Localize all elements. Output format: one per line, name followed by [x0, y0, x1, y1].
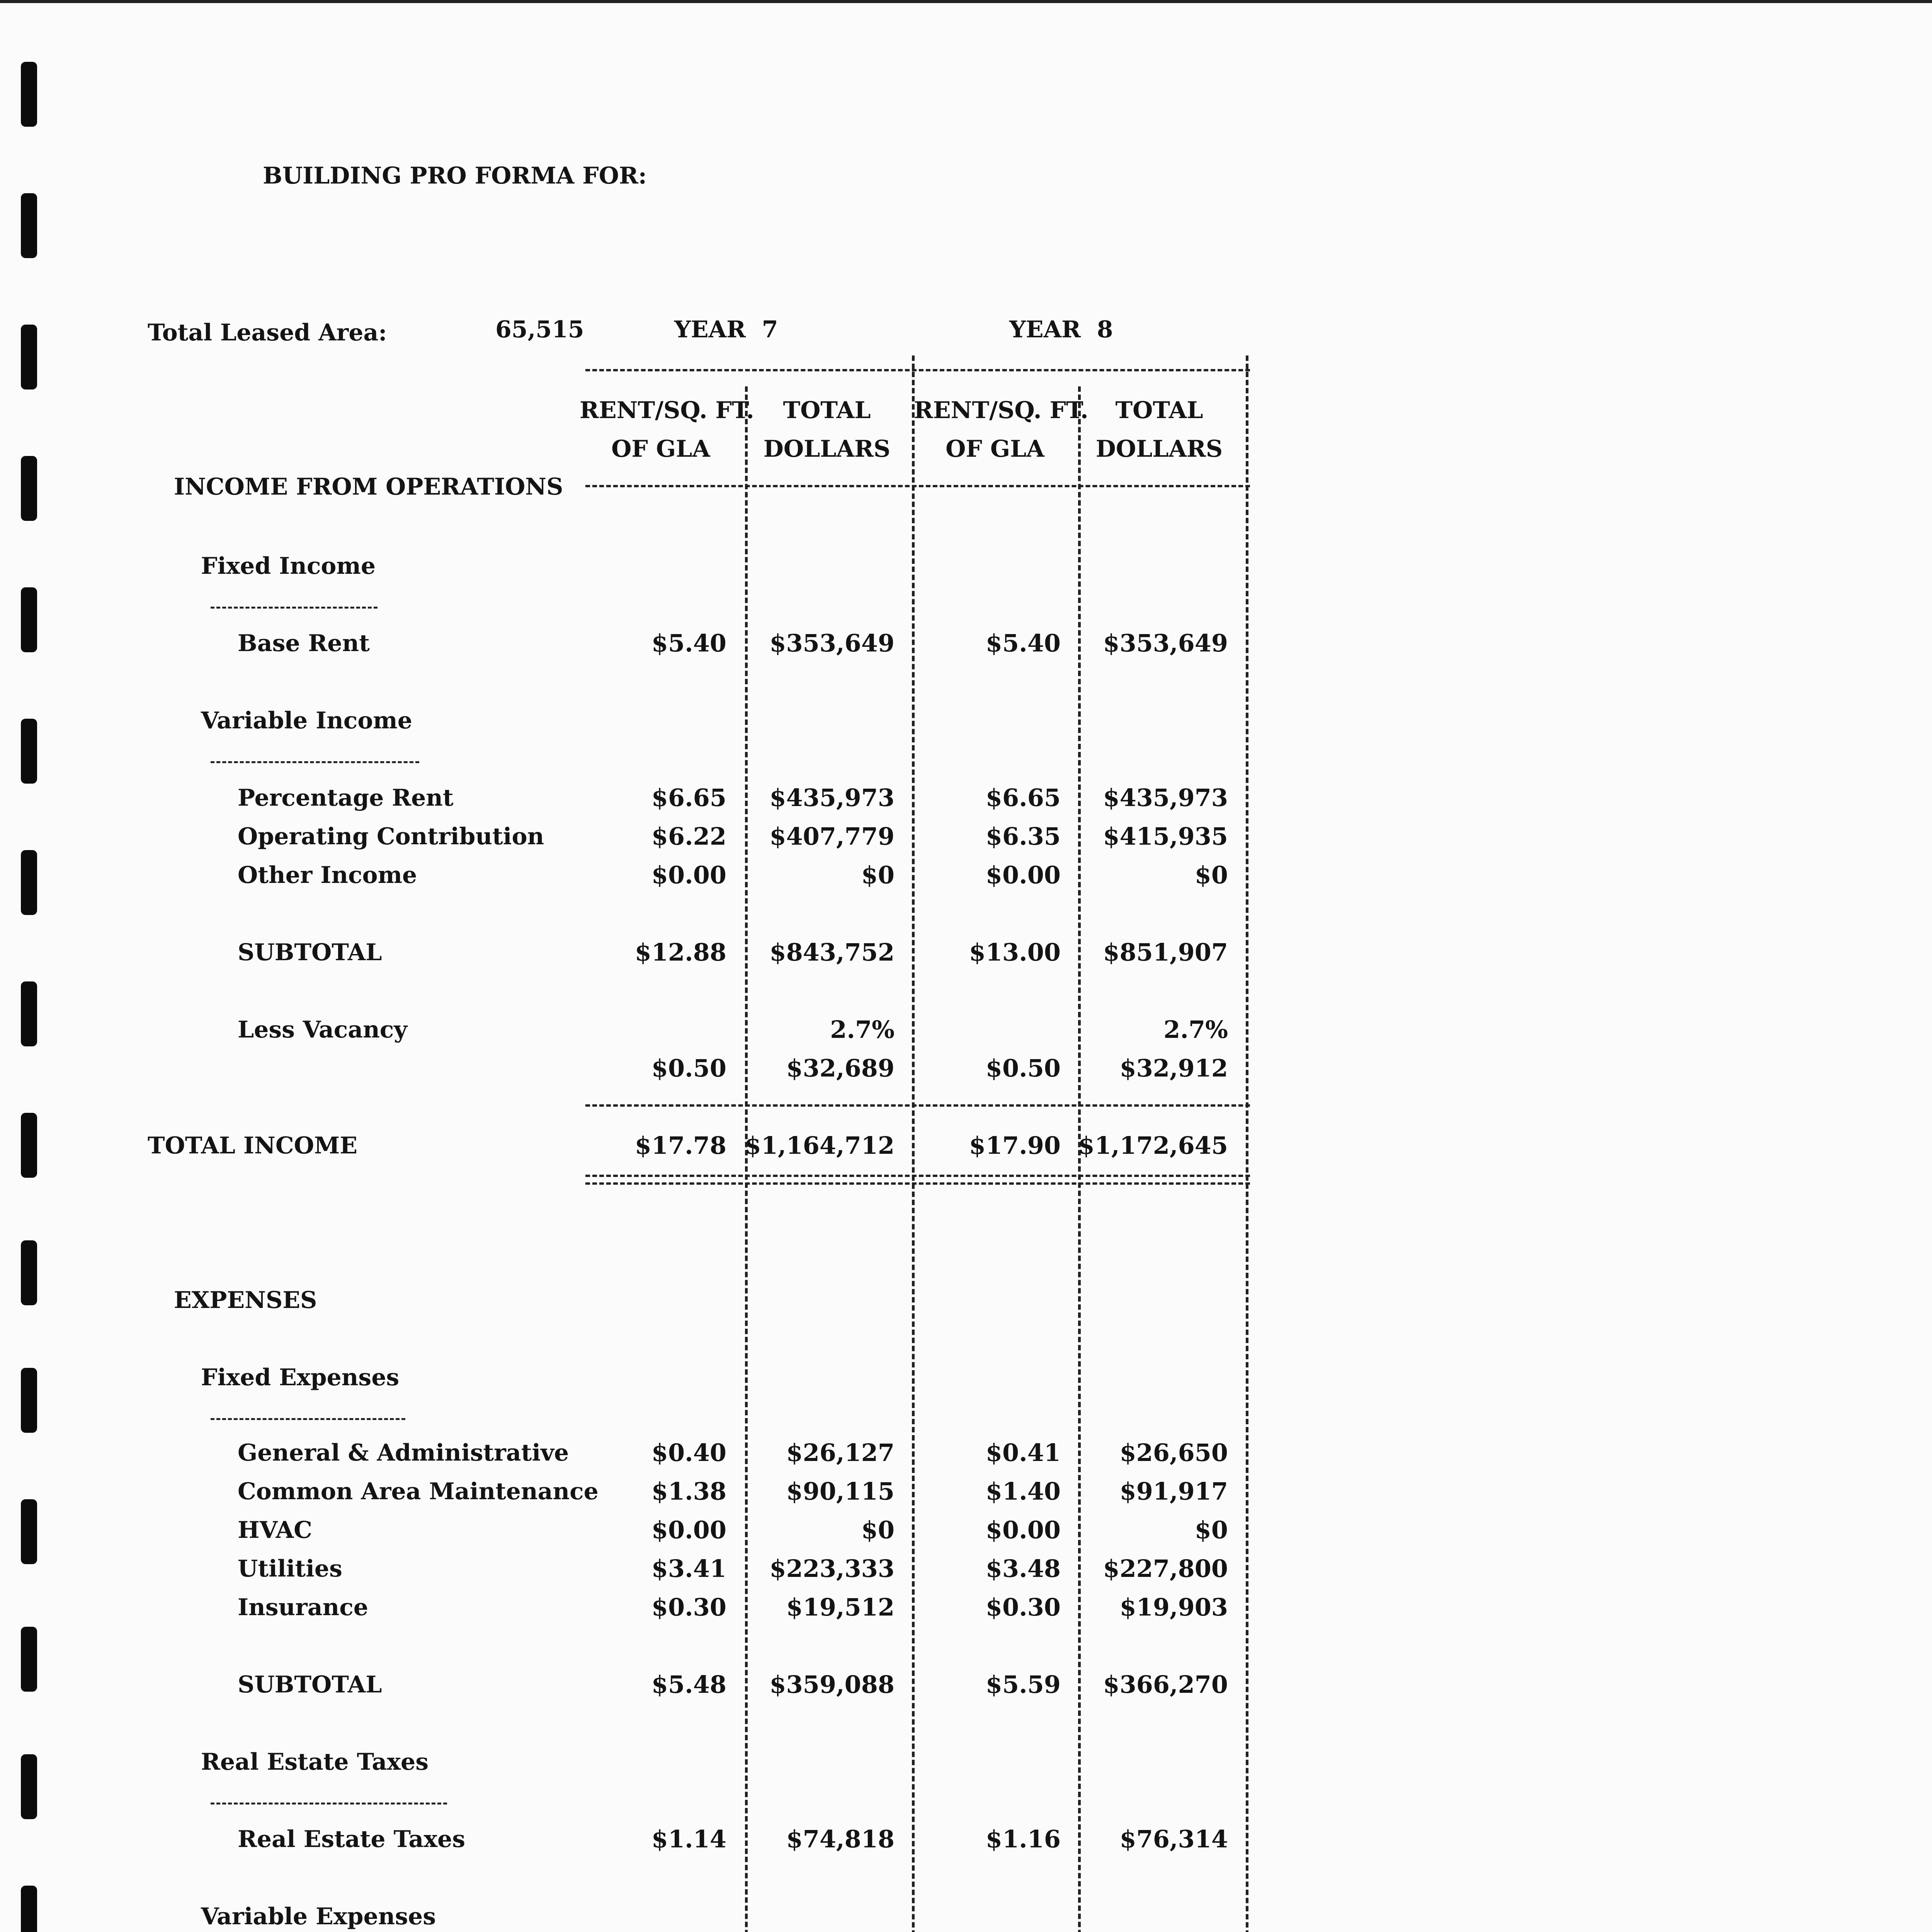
cell-value: $1.14 — [651, 1825, 726, 1853]
cell-value: $359,088 — [769, 1670, 895, 1699]
cell-value: $0.00 — [985, 861, 1061, 889]
punch-hole — [21, 1240, 37, 1305]
col-header-year7-rent: RENT/SQ. FT. OF GLA — [580, 397, 754, 463]
row-label: Operating Contribution — [238, 823, 544, 850]
row-label: General & Administrative — [238, 1439, 569, 1466]
row-label: Insurance — [238, 1594, 368, 1621]
cell-value: $26,127 — [786, 1439, 895, 1467]
group-underline — [211, 1803, 447, 1804]
col-header-year8-rent: RENT/SQ. FT. OF GLA — [914, 397, 1088, 463]
cell-value: $407,779 — [769, 822, 895, 850]
cell-value: $6.65 — [985, 784, 1061, 812]
row-label: SUBTOTAL — [238, 1671, 382, 1698]
punch-hole — [21, 981, 37, 1046]
cell-value: $0.30 — [985, 1593, 1061, 1621]
cell-value: $19,903 — [1119, 1593, 1228, 1621]
column-divider-4 — [1246, 355, 1248, 1932]
cell-value: $74,818 — [786, 1825, 895, 1853]
cell-value: $1.40 — [985, 1477, 1061, 1505]
cell-value: 2.7% — [1163, 1015, 1228, 1044]
cell-value: $1.16 — [985, 1825, 1061, 1853]
row-label: Real Estate Taxes — [201, 1748, 429, 1776]
cell-value: $6.65 — [651, 784, 726, 812]
row-label: Base Rent — [238, 630, 370, 657]
cell-value: 2.7% — [830, 1015, 895, 1044]
leased-area-value: 65,515 — [495, 316, 584, 343]
punch-hole — [21, 587, 37, 652]
row-label: Variable Income — [201, 707, 412, 734]
cell-value: $353,649 — [769, 629, 895, 657]
header-top-rule — [585, 369, 1250, 371]
cell-value: $26,650 — [1119, 1439, 1228, 1467]
total-income-top-rule — [585, 1104, 1250, 1107]
punch-hole — [21, 456, 37, 521]
cell-value: $76,314 — [1119, 1825, 1228, 1853]
cell-value: $91,917 — [1119, 1477, 1228, 1505]
cell-value: $6.22 — [651, 822, 726, 850]
col-header-year7-total: TOTAL DOLLARS — [763, 397, 891, 463]
row-label: Utilities — [238, 1555, 342, 1582]
cell-value: $366,270 — [1103, 1670, 1228, 1699]
row-label: Other Income — [238, 862, 417, 889]
group-underline — [211, 1418, 405, 1420]
cell-value: $0.30 — [651, 1593, 726, 1621]
row-label: Less Vacancy — [238, 1016, 408, 1043]
cell-value: $0.50 — [651, 1054, 726, 1082]
cell-value: $0 — [1194, 1516, 1228, 1544]
cell-value: $843,752 — [769, 938, 895, 966]
cell-value: $227,800 — [1103, 1554, 1228, 1583]
row-label: Fixed Expenses — [201, 1364, 400, 1391]
cell-value: $851,907 — [1103, 938, 1228, 966]
cell-value: $0 — [1194, 861, 1228, 889]
punch-hole — [21, 719, 37, 784]
punch-hole — [21, 1627, 37, 1692]
punch-hole — [21, 1368, 37, 1433]
cell-value: $17.78 — [634, 1131, 726, 1160]
punch-hole — [21, 1499, 37, 1564]
cell-value: $5.40 — [651, 629, 726, 657]
cell-value: $13.00 — [969, 938, 1061, 966]
column-divider-2 — [912, 355, 915, 1932]
cell-value: $32,689 — [786, 1054, 895, 1082]
cell-value: $353,649 — [1103, 629, 1228, 657]
punch-hole — [21, 1113, 37, 1178]
page-top-edge — [0, 0, 1932, 3]
cell-value: $0 — [861, 861, 895, 889]
header-bottom-rule — [585, 485, 1250, 487]
group-underline — [211, 607, 378, 609]
cell-value: $0.40 — [651, 1439, 726, 1467]
cell-value: $0.00 — [985, 1516, 1061, 1544]
punch-hole — [21, 62, 37, 127]
cell-value: $5.40 — [985, 629, 1061, 657]
leased-area-label: Total Leased Area: — [148, 319, 387, 346]
col-header-year8-total: TOTAL DOLLARS — [1095, 397, 1223, 463]
cell-value: $435,973 — [769, 784, 895, 812]
row-label: TOTAL INCOME — [148, 1132, 357, 1159]
page-title: BUILDING PRO FORMA FOR: — [263, 162, 647, 189]
cell-value: $3.48 — [985, 1554, 1061, 1583]
cell-value: $5.59 — [985, 1670, 1061, 1699]
row-label: Variable Expenses — [201, 1903, 436, 1930]
group-underline — [211, 761, 419, 763]
row-label: Percentage Rent — [238, 784, 454, 811]
row-label: EXPENSES — [174, 1287, 317, 1314]
cell-value: $0.00 — [651, 1516, 726, 1544]
cell-value: $435,973 — [1103, 784, 1228, 812]
punch-hole — [21, 325, 37, 389]
cell-value: $1,172,645 — [1078, 1131, 1228, 1160]
cell-value: $32,912 — [1119, 1054, 1228, 1082]
cell-value: $90,115 — [786, 1477, 895, 1505]
cell-value: $223,333 — [769, 1554, 895, 1583]
cell-value: $0 — [861, 1516, 895, 1544]
cell-value: $19,512 — [786, 1593, 895, 1621]
cell-value: $0.00 — [651, 861, 726, 889]
cell-value: $415,935 — [1103, 822, 1228, 850]
row-label: INCOME FROM OPERATIONS — [174, 473, 563, 500]
punch-hole — [21, 193, 37, 258]
row-label: Common Area Maintenance — [238, 1478, 599, 1505]
cell-value: $3.41 — [651, 1554, 726, 1583]
punch-hole — [21, 850, 37, 915]
year-7-label: YEAR 7 — [674, 316, 778, 343]
year-8-label: YEAR 8 — [1009, 316, 1113, 343]
row-label: HVAC — [238, 1517, 312, 1544]
cell-value: $12.88 — [634, 938, 726, 966]
cell-value: $1,164,712 — [744, 1131, 895, 1160]
punch-hole — [21, 1754, 37, 1819]
total-income-double-rule — [585, 1175, 1250, 1185]
punch-hole — [21, 1886, 37, 1932]
cell-value: $6.35 — [985, 822, 1061, 850]
cell-value: $0.50 — [985, 1054, 1061, 1082]
row-label: SUBTOTAL — [238, 939, 382, 966]
cell-value: $1.38 — [651, 1477, 726, 1505]
row-label: Fixed Income — [201, 553, 376, 580]
cell-value: $5.48 — [651, 1670, 726, 1699]
cell-value: $0.41 — [985, 1439, 1061, 1467]
row-label: Real Estate Taxes — [238, 1826, 465, 1853]
cell-value: $17.90 — [969, 1131, 1061, 1160]
